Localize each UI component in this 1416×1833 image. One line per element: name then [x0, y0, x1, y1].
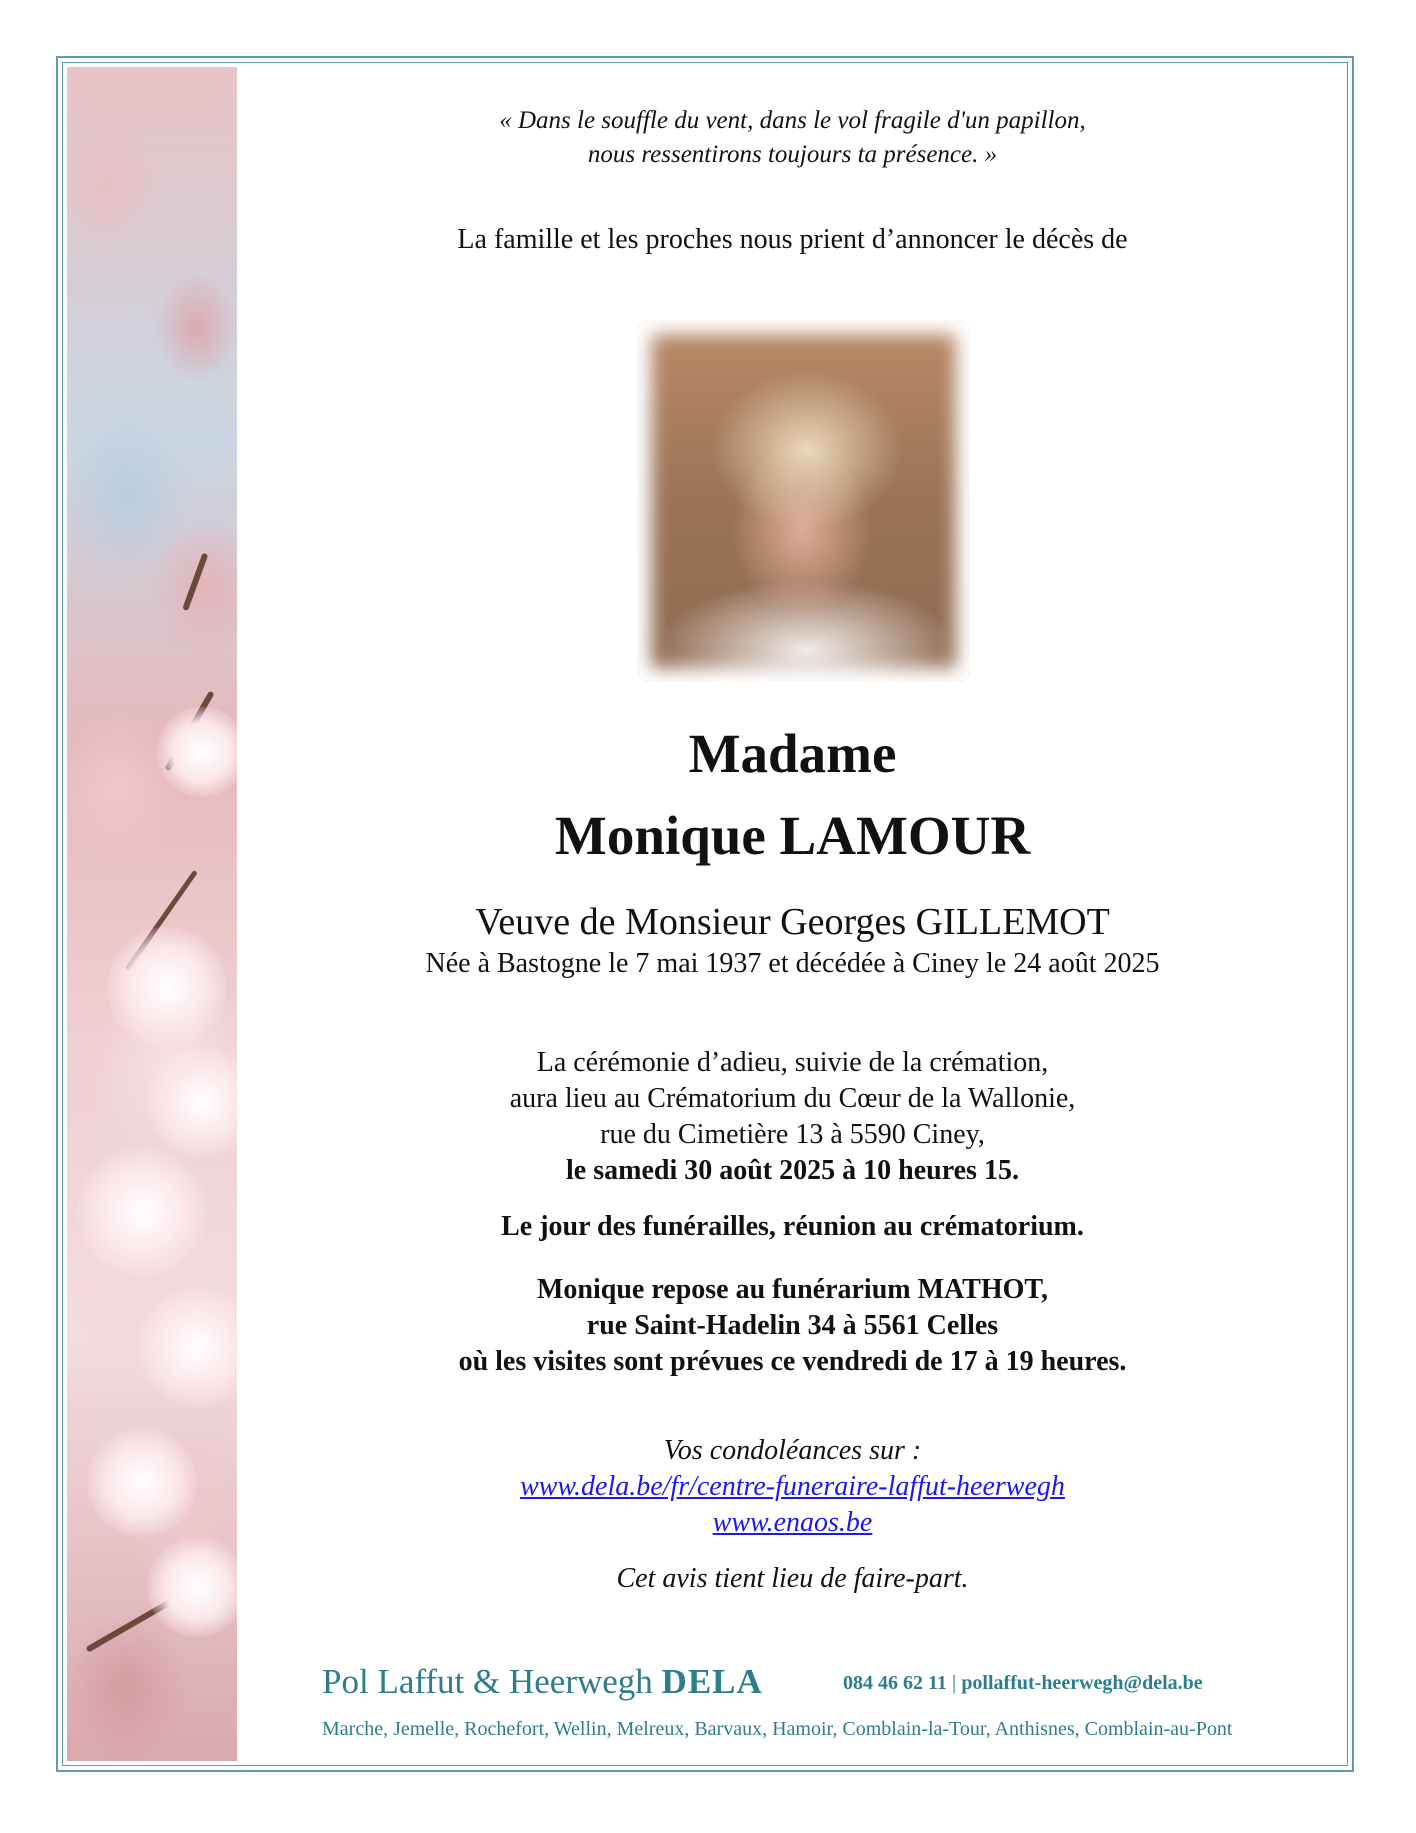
rest-details [237, 1272, 1348, 1380]
condolences-block [237, 1433, 1348, 1541]
ceremony-line-3: rue du Cimetière 13 à 5590 Ciney, [600, 1119, 985, 1150]
phone-number: 084 46 62 11 [843, 1672, 947, 1694]
ceremony-date: le samedi 30 août 2025 à 10 heures 15. [566, 1155, 1019, 1186]
dela-logo: DELA [661, 1662, 763, 1701]
funeral-home-footer [237, 1660, 1348, 1760]
widow-of-text: Veuve de Monsieur Georges GILLEMOT [475, 901, 1110, 943]
contact-info [843, 1668, 1203, 1698]
ceremony-line-1: La cérémonie d’adieu, suivie de la crémation, [536, 1047, 1049, 1078]
brand-name: Pol Laffut & Heerwegh [322, 1662, 653, 1701]
meeting-text: Le jour des funérailles, réunion au crématorium. [501, 1211, 1084, 1242]
quote-line-1: « Dans le souffle du vent, dans le vol fragile d'un papillon, [499, 107, 1086, 134]
locations-list: Marche, Jemelle, Rochefort, Wellin, Melreux, Barvaux, Hamoir, Comblain-la-Tour, Anthisnes, Comblain-au-Pont [322, 1718, 1233, 1740]
brand-logo [322, 1660, 763, 1704]
cherry-blossom-image [67, 67, 237, 1761]
birth-death-text: Née à Bastogne le 7 mai 1937 et décédée à Ciney le 24 août 2025 [425, 948, 1160, 979]
rest-line-2: rue Saint-Hadelin 34 à 5561 Celles [586, 1310, 999, 1341]
condolences-label: Vos condoléances sur : [663, 1435, 922, 1466]
enaos-link[interactable]: www.enaos.be [712, 1507, 873, 1538]
quote-line-2: nous ressentirons toujours ta présence. » [587, 141, 998, 168]
rest-line-3: où les visites sont prévues ce vendredi de 17 à 19 heures. [458, 1346, 1127, 1377]
ceremony-details [237, 1045, 1348, 1189]
contact-separator: | [951, 1672, 957, 1694]
portrait-photo [637, 320, 970, 682]
notice-text: Cet avis tient lieu de faire-part. [616, 1563, 969, 1594]
deceased-name: Monique LAMOUR [554, 805, 1031, 866]
dela-condolences-link[interactable]: www.dela.be/fr/centre-funeraire-laffut-heerwegh [520, 1471, 1065, 1502]
ceremony-line-2: aura lieu au Crématorium du Cœur de la Wallonie, [509, 1083, 1076, 1114]
intro-text: La famille et les proches nous prient d’annoncer le décès de [457, 224, 1128, 255]
rest-line-1: Monique repose au funérarium MATHOT, [537, 1274, 1048, 1305]
honorific-title: Madame [688, 723, 897, 784]
email-address: pollaffut-heerwegh@dela.be [961, 1672, 1203, 1694]
memorial-quote [237, 104, 1348, 172]
